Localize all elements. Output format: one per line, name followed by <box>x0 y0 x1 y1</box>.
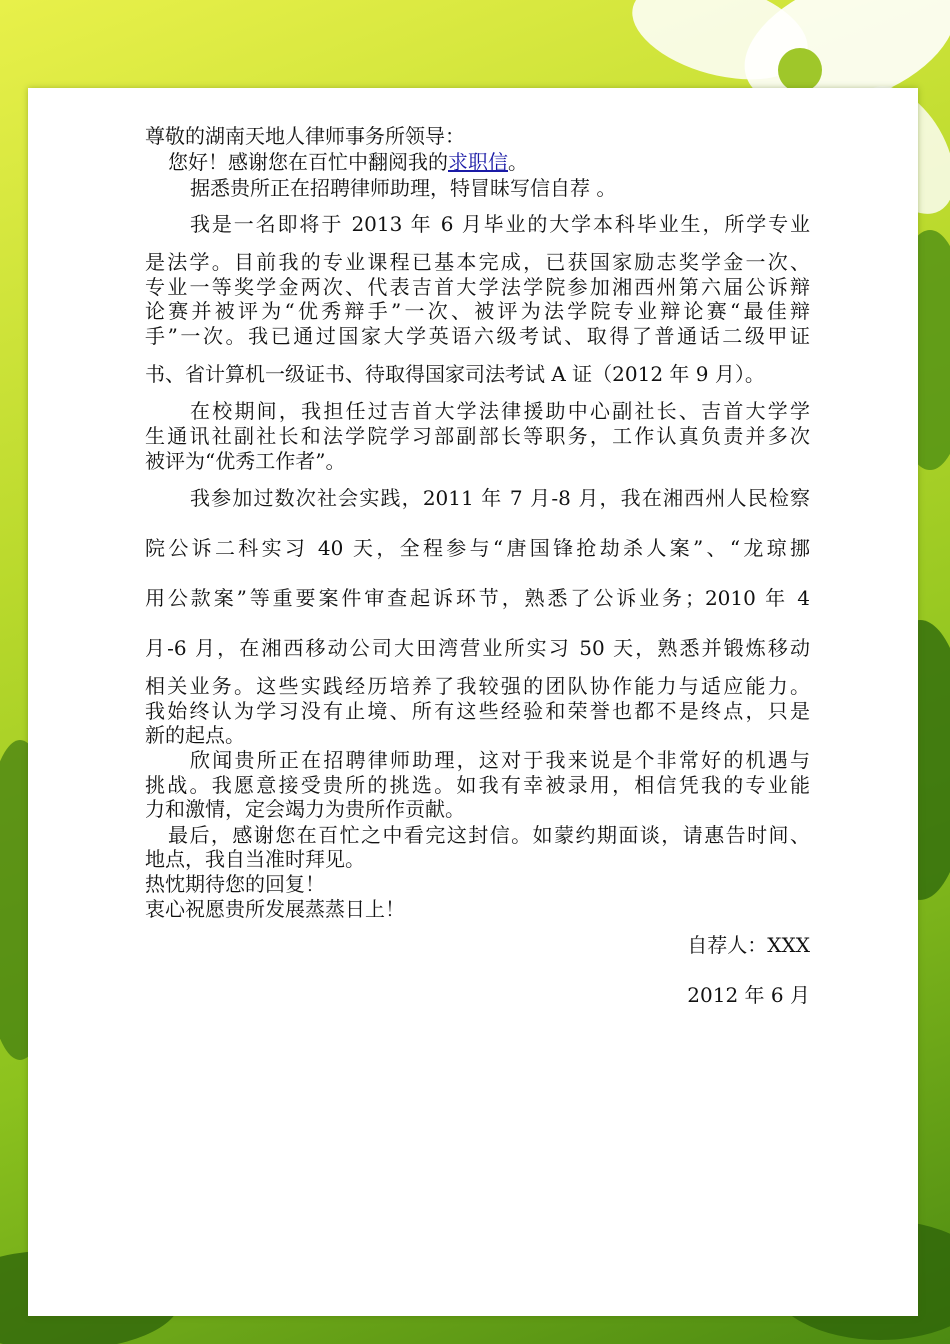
p4-line: 挑战。我愿意接受贵所的挑选。如我有幸被录用，相信凭我的专业能 <box>145 773 810 797</box>
p3-line: 相关业务。这些实践经历培养了我较强的团队协作能力与适应能力。 <box>145 674 810 698</box>
intro-line: 据悉贵所正在招聘律师助理，特冒昧写信自荐 。 <box>190 176 617 200</box>
p3-line: 我始终认为学习没有止境、所有这些经验和荣誉也都不是终点，只是 <box>145 699 810 723</box>
p3-line: 新的起点。 <box>145 723 245 747</box>
p1-line: 是法学。目前我的专业课程已基本完成，已获国家励志奖学金一次、 <box>145 250 810 274</box>
p4-line: 力和激情，定会竭力为贵所作贡献。 <box>145 797 465 821</box>
p1-line: 专业一等奖学金两次、代表吉首大学法学院参加湘西州第六届公诉辩 <box>145 275 810 299</box>
p5-line: 地点，我自当准时拜见。 <box>145 847 365 871</box>
p1-line: 论赛并被评为“优秀辩手”一次、被评为法学院专业辩论赛“最佳辩 <box>145 299 810 323</box>
closing-line: 热忱期待您的回复！ <box>145 872 325 896</box>
p3-line: 月-6 月，在湘西移动公司大田湾营业所实习 50 天，熟悉并锻炼移动 <box>145 636 810 660</box>
signature: 自荐人：XXX <box>687 933 810 957</box>
p3-line: 我参加过数次社会实践，2011 年 7 月-8 月，我在湘西州人民检察 <box>190 486 810 510</box>
p2-line: 被评为“优秀工作者”。 <box>145 449 346 473</box>
p5-line: 最后，感谢您在百忙之中看完这封信。如蒙约期面谈，请惠告时间、 <box>168 823 810 847</box>
letter-date: 2012 年 6 月 <box>687 983 810 1007</box>
closing-line: 衷心祝愿贵所发展蒸蒸日上！ <box>145 897 405 921</box>
p1-line: 书、省计算机一级证书、待取得国家司法考试 A 证（2012 年 9 月）。 <box>145 362 765 386</box>
p1-line: 我是一名即将于 2013 年 6 月毕业的大学本科毕业生，所学专业 <box>190 212 810 236</box>
greeting <box>168 150 810 174</box>
p3-line: 院公诉二科实习 40 天，全程参与“唐国锋抢劫杀人案”、“龙琼挪 <box>145 536 810 560</box>
salutation: 尊敬的湖南天地人律师事务所领导： <box>145 124 465 148</box>
greeting-end: 。 <box>508 150 528 174</box>
p4-line: 欣闻贵所正在招聘律师助理，这对于我来说是个非常好的机遇与 <box>190 748 810 772</box>
p2-line: 生通讯社副社长和法学院学习部副部长等职务，工作认真负责并多次 <box>145 424 810 448</box>
cover-letter-link[interactable]: 求职信 <box>448 150 508 174</box>
greeting-text: 您好！感谢您在百忙中翻阅我的 <box>168 150 448 174</box>
p3-line: 用公款案”等重要案件审查起诉环节，熟悉了公诉业务；2010 年 4 <box>145 586 810 610</box>
p1-line: 手”一次。我已通过国家大学英语六级考试、取得了普通话二级甲证 <box>145 324 810 348</box>
p2-line: 在校期间，我担任过吉首大学法律援助中心副社长、吉首大学学 <box>190 399 810 423</box>
